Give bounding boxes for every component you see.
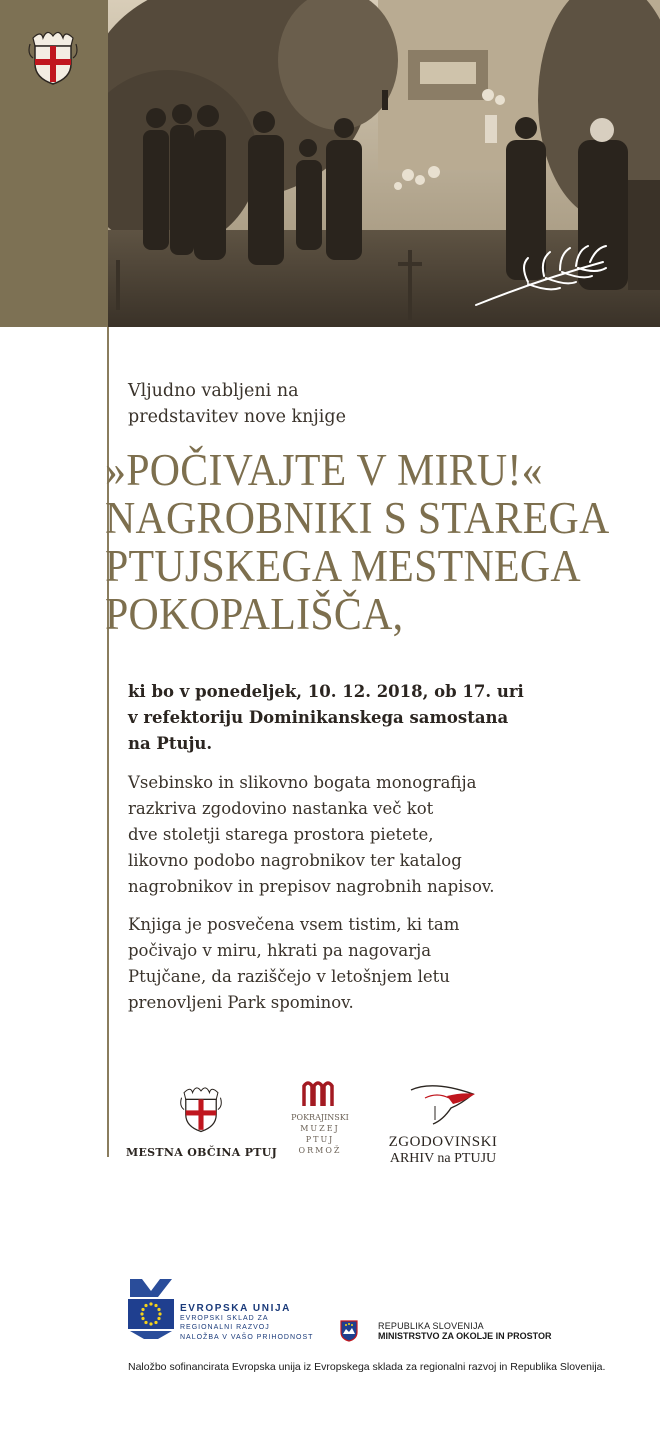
- paragraph-line: dve stoletji starega prostora pietete,: [128, 825, 434, 844]
- partner-label: MESTNA OBČINA PTUJ: [126, 1146, 278, 1159]
- coat-of-arms-icon: [179, 1080, 223, 1134]
- eu-funding-logo: [128, 1277, 314, 1341]
- partner-label: MUZEJ: [300, 1124, 340, 1133]
- paragraph-line: počivajo v miru, hkrati pa nagovarja: [128, 941, 432, 960]
- event-line: ki bo v ponedeljek, 10. 12. 2018, ob 17. uri: [128, 682, 524, 701]
- paragraph-line: Knjiga je posvečena vsem tistim, ki tam: [128, 915, 460, 934]
- paragraph-line: likovno podobo nagrobnikov ter katalog: [128, 851, 462, 870]
- paragraph-line: nagrobnikov in prepisov nagrobnih napisov.: [128, 877, 495, 896]
- eu-fund: REGIONALNI RAZVOJ: [180, 1324, 270, 1331]
- header-banner: [0, 0, 660, 327]
- archive-logo-icon: [403, 1080, 483, 1126]
- book-title: [105, 445, 610, 639]
- rs-country: REPUBLIKA SLOVENIJA: [378, 1321, 484, 1331]
- paragraph-line: razkriva zgodovino nastanka več kot: [128, 799, 434, 818]
- title-line: PTUJSKEGA MESTNEGA: [105, 541, 581, 591]
- title-line: POKOPALIŠČA,: [105, 589, 404, 639]
- funding-footer: Naložbo sofinancirata Evropska unija iz Evropskega sklada za regionalni razvoj in Republika Slovenija.: [128, 1361, 606, 1373]
- olive-side-strip: [0, 0, 108, 327]
- partner-pokrajinski-muzej: [290, 1080, 350, 1156]
- cemetery-photo: [108, 0, 660, 327]
- paragraph-line: prenovljeni Park spominov.: [128, 993, 354, 1012]
- partner-zgodovinski-arhiv: [378, 1080, 508, 1167]
- description-paragraph-2: [128, 912, 568, 1016]
- museum-logo-icon: [302, 1080, 338, 1108]
- eu-title: EVROPSKA UNIJA: [180, 1303, 291, 1314]
- paragraph-line: Ptujčane, da raziščejo v letošnjem letu: [128, 967, 450, 986]
- coat-of-arms-icon: [27, 24, 79, 86]
- partner-label: ARHIV na PTUJU: [389, 1151, 497, 1166]
- event-line: na Ptuju.: [128, 734, 213, 753]
- eu-flag-icon: [128, 1277, 174, 1341]
- title-line: NAGROBNIKI S STAREGA: [105, 493, 610, 543]
- partner-label: POKRAJINSKI: [291, 1113, 349, 1122]
- eu-slogan: NALOŽBA V VAŠO PRIHODNOST: [180, 1334, 314, 1341]
- partner-mestna-obcina-ptuj: [126, 1080, 276, 1159]
- description-paragraph-1: [128, 770, 568, 900]
- event-line: v refektoriju Dominikanskega samostana: [128, 708, 509, 727]
- event-details: [128, 679, 558, 757]
- paragraph-line: Vsebinsko in slikovno bogata monografija: [128, 773, 477, 792]
- partner-label: ORMOŽ: [298, 1146, 342, 1155]
- eu-fund: EVROPSKI SKLAD ZA: [180, 1315, 269, 1322]
- partner-label: ZGODOVINSKI: [388, 1134, 498, 1150]
- partner-label: PTUJ: [305, 1135, 335, 1144]
- invitation-intro: [128, 378, 548, 430]
- intro-line: predstavitev nove knjige: [128, 407, 346, 427]
- intro-line: Vljudno vabljeni na: [128, 381, 299, 401]
- title-line: »POČIVAJTE V MIRU!«: [105, 445, 543, 495]
- slovenia-crest-icon: [340, 1320, 358, 1342]
- rs-ministry: MINISTRSTVO ZA OKOLJE IN PROSTOR: [378, 1331, 552, 1341]
